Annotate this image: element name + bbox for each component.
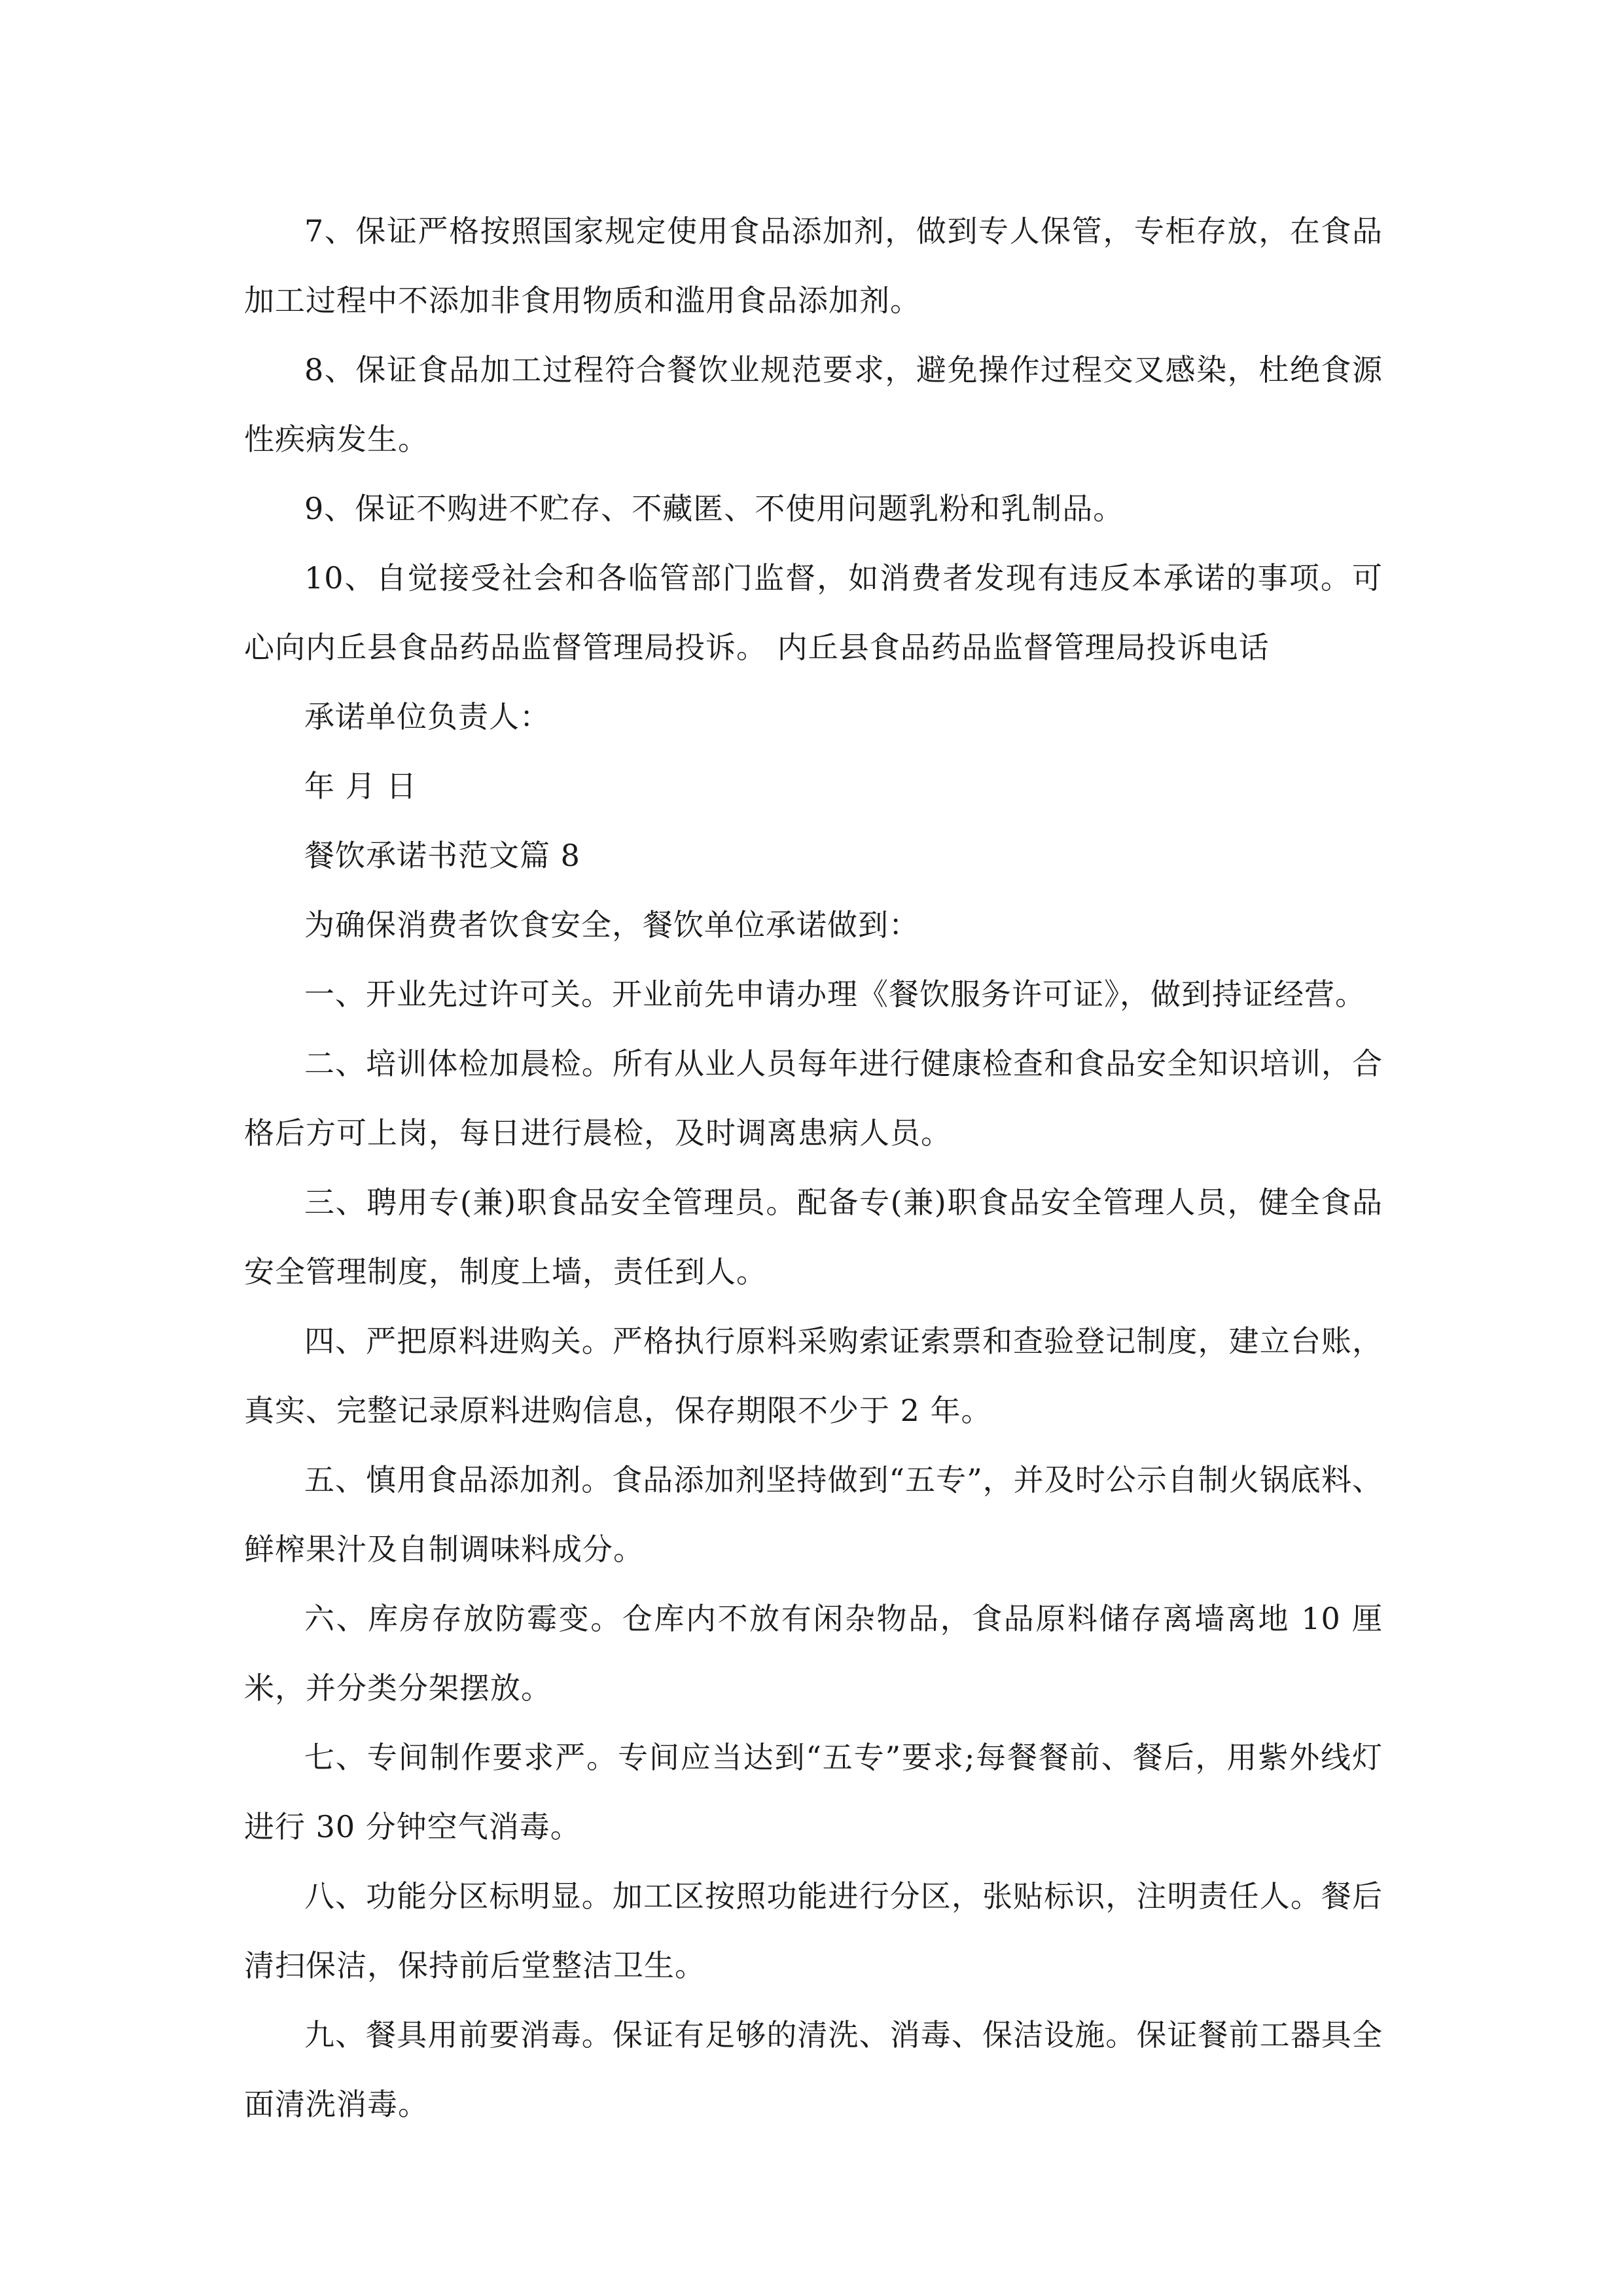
commitment-item-1: 一、开业先过许可关。开业前先申请办理《餐饮服务许可证》，做到持证经营。 — [304, 977, 1366, 1012]
signatory-line: 承诺单位负责人： — [304, 699, 550, 734]
commitment-item-8: 八、功能分区标明显。加工区按照功能进行分区，张贴标识，注明责任人。餐后清扫保洁，保持前后堂整洁卫生。 — [244, 1878, 1383, 1983]
commitment-item-7: 七、专间制作要求严。专间应当达到“五专”要求;每餐餐前、餐后，用紫外线灯进行 30 分钟空气消毒。 — [244, 1740, 1383, 1844]
commitment-item-2: 二、培训体检加晨检。所有从业人员每年进行健康检查和食品安全知识培训，合格后方可上岗，每日进行晨检，及时调离患病人员。 — [244, 1046, 1383, 1151]
section-heading: 餐饮承诺书范文篇 8 — [304, 838, 580, 873]
commitment-item-5: 五、慎用食品添加剂。食品添加剂坚持做到“五专”，并及时公示自制火锅底料、鲜榨果汁及自制调味料成分。 — [244, 1462, 1383, 1567]
paragraph-item-8: 8、保证食品加工过程符合餐饮业规范要求，避免操作过程交叉感染，杜绝食源性疾病发生。 — [244, 352, 1383, 457]
commitment-item-9: 九、餐具用前要消毒。保证有足够的清洗、消毒、保洁设施。保证餐前工器具全面清洗消毒。 — [244, 2017, 1383, 2122]
commitment-item-4: 四、严把原料进购关。严格执行原料采购索证索票和查验登记制度，建立台账，真实、完整记录原料进购信息，保存期限不少于 2 年。 — [244, 1323, 1383, 1428]
intro-paragraph: 为确保消费者饮食安全，餐饮单位承诺做到： — [304, 907, 919, 942]
paragraph-item-7: 7、保证严格按照国家规定使用食品添加剂，做到专人保管，专柜存放，在食品加工过程中不添加非食用物质和滥用食品添加剂。 — [244, 213, 1383, 318]
document-body — [244, 196, 1383, 2139]
date-line: 年 月 日 — [304, 768, 418, 804]
paragraph-item-9: 9、保证不购进不贮存、不藏匿、不使用问题乳粉和乳制品。 — [304, 491, 1124, 526]
commitment-item-3: 三、聘用专(兼)职食品安全管理员。配备专(兼)职食品安全管理人员，健全食品安全管理制度，制度上墙，责任到人。 — [244, 1185, 1383, 1289]
commitment-item-6: 六、库房存放防霉变。仓库内不放有闲杂物品，食品原料储存离墙离地 10 厘米，并分类分架摆放。 — [244, 1601, 1383, 1706]
paragraph-item-10: 10、自觉接受社会和各临管部门监督，如消费者发现有违反本承诺的事项。可心向内丘县食品药品监督管理局投诉。 内丘县食品药品监督管理局投诉电话 — [244, 560, 1383, 665]
